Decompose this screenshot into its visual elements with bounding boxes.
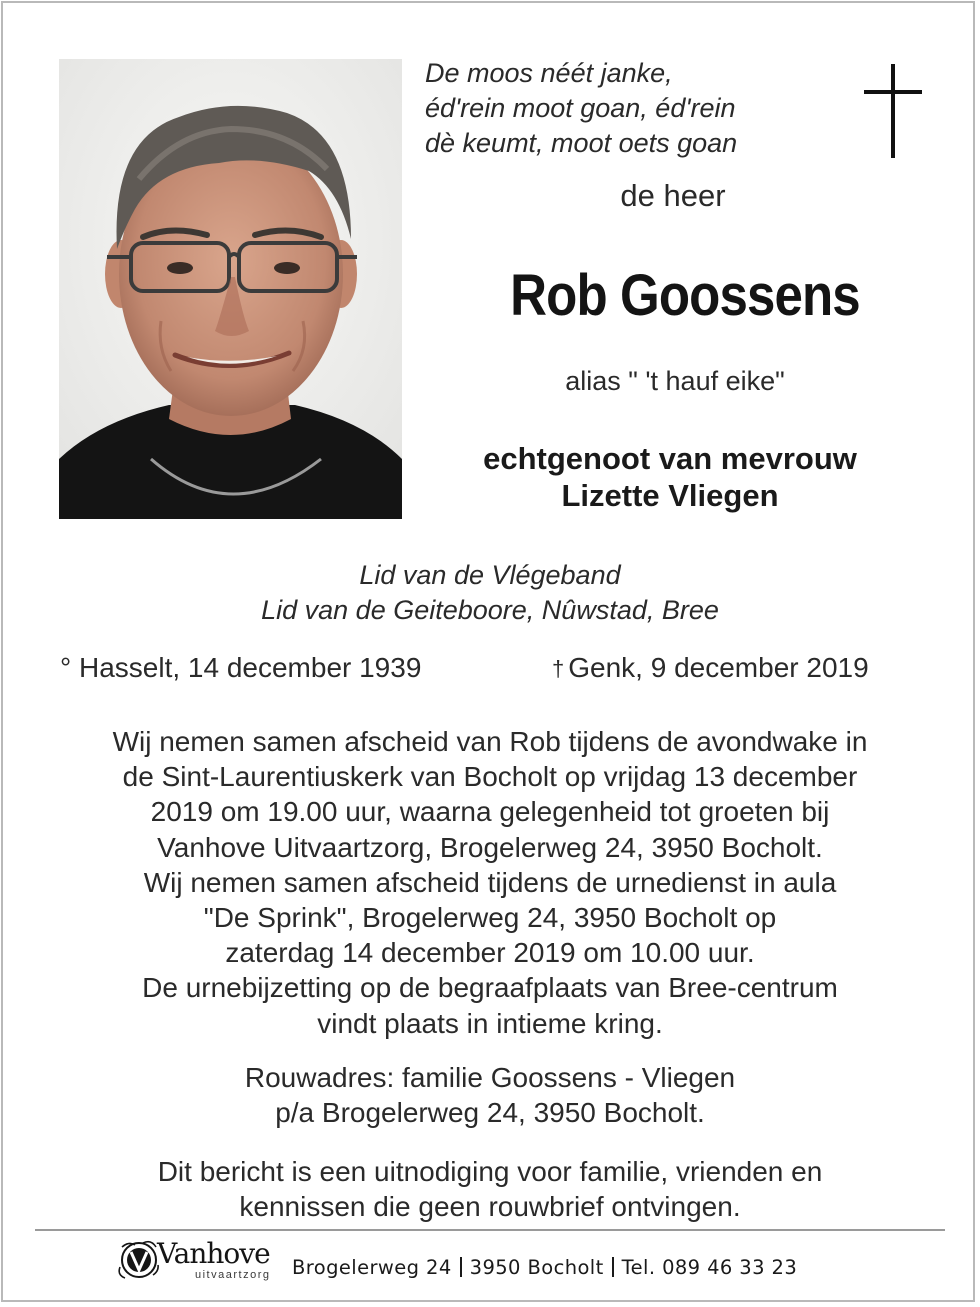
spouse	[420, 440, 920, 514]
funeral-home-logo	[117, 1237, 287, 1285]
footer-city: 3950 Bocholt	[469, 1256, 604, 1279]
separator	[460, 1257, 462, 1277]
invitation-line: kennissen die geen rouwbrief ontvingen.	[239, 1191, 741, 1222]
membership-line: Lid van de Geiteboore, Nûwstad, Bree	[261, 595, 719, 625]
spouse-line: Lizette Vliegen	[561, 478, 779, 513]
invitation-note	[60, 1154, 920, 1224]
motto-line: éd'rein moot goan, éd'rein	[425, 93, 736, 123]
portrait-photo	[59, 59, 402, 519]
invitation-line: Dit bericht is een uitnodiging voor familie, vrienden en	[157, 1156, 823, 1187]
logo-subtitle: uitvaartzorg	[195, 1269, 271, 1281]
announcement-line: Wij nemen samen afscheid van Rob tijdens de avondwake in	[112, 726, 868, 757]
announcement-line: Vanhove Uitvaartzorg, Brogelerweg 24, 3950 Bocholt.	[157, 831, 823, 863]
vanhove-logo-icon	[117, 1237, 161, 1281]
death-info	[552, 652, 869, 684]
address-line: p/a Brogelerweg 24, 3950 Bocholt.	[275, 1097, 705, 1128]
announcement-line: Wij nemen samen afscheid tijdens de urnedienst in aula	[143, 866, 837, 898]
membership-line: Lid van de Vlégeband	[359, 560, 621, 590]
address-line: Rouwadres: familie Goossens - Vliegen	[244, 1062, 736, 1093]
announcement-line: "De Sprink", Brogelerweg 24, 3950 Bocholt op	[203, 902, 777, 934]
birth-info: ° Hasselt, 14 december 1939	[60, 652, 422, 683]
motto-line: dè keumt, moot oets goan	[425, 128, 738, 158]
spouse-line: echtgenoot van mevrouw	[483, 441, 857, 476]
death-text: Genk, 9 december 2019	[568, 652, 869, 683]
footer-street: Brogelerweg 24	[292, 1256, 452, 1279]
footer-contact	[292, 1256, 797, 1279]
title-prefix: de heer	[620, 178, 726, 213]
dagger-icon: †	[552, 656, 565, 681]
announcement-line: zaterdag 14 december 2019 om 10.00 uur.	[225, 937, 755, 969]
announcement-text	[40, 724, 940, 1041]
motto-line: De moos néét janke,	[425, 58, 673, 88]
announcement-line: de Sint-Laurentiuskerk van Bocholt op vrijdag 13 december	[122, 761, 858, 793]
memberships	[90, 558, 890, 628]
alias: alias " 't hauf eike"	[565, 366, 785, 396]
mourning-address	[140, 1060, 840, 1130]
logo-name: Vanhove	[157, 1237, 270, 1270]
announcement-line: 2019 om 19.00 uur, waarna gelegenheid tot groeten bij	[150, 796, 830, 828]
announcement-line: vindt plaats in intieme kring.	[317, 1007, 663, 1039]
cross-icon	[864, 64, 922, 158]
announcement-line: De urnebijzetting op de begraafplaats van Bree-centrum	[142, 972, 838, 1004]
motto	[425, 56, 737, 161]
deceased-name: Rob Goossens	[510, 263, 860, 328]
separator	[612, 1257, 614, 1277]
footer-divider	[35, 1229, 945, 1231]
footer-phone: Tel. 089 46 33 23	[621, 1256, 798, 1279]
